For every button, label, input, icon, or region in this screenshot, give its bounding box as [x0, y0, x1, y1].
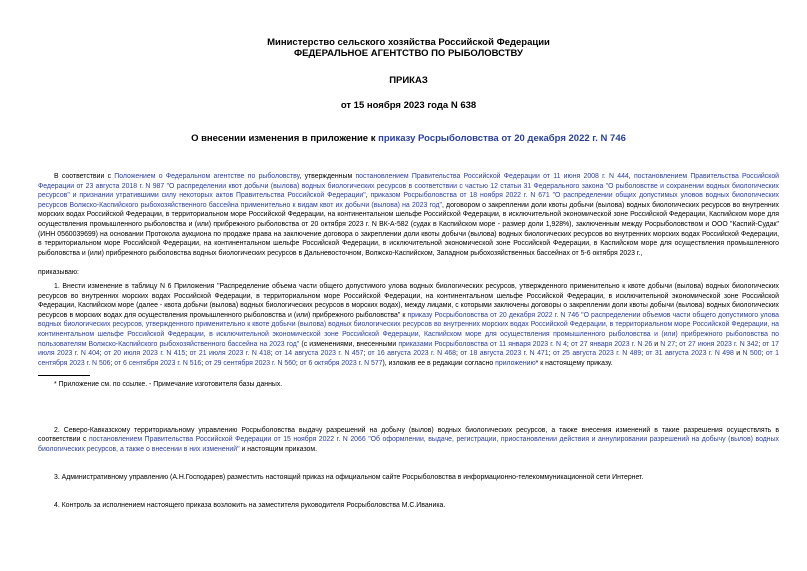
link-order-746[interactable]: приказу Росрыболовства от 20 декабря 2022 г. N 746 "О распределении объемов части общего допустимого улова водных биологических ресурсов, утвержденного применительно к квоте добычи (вылова) водных биологических ресурсов во внутренних морских водах Российской Федерации, в территориальном море Российской Федерации, на континентальном шельфе Российской Федерации, в исключительной экономической зоне Российской Федерации, Каспийском море для осуществления промышленного рыболовства и (или) прибрежного рыболовства по пользователям Волжско-Каспийского рыбохозяйственного бассейна на 2023 год" — [38, 311, 779, 348]
item-text: ; — [548, 350, 553, 358]
agency-name: ФЕДЕРАЛЬНОЕ АГЕНТСТВО ПО РЫБОЛОВСТВУ — [294, 48, 523, 59]
link-resolution-987[interactable]: постановлением Правительства Российской Федерации от 23 августа 2018 г. N 987 "О распределении квот добычи (вылова) водных биологических ресурсов в соответствии с частью 12 статьи 31 Федерального закона "О рыболовстве и сохранении водных биологических ресурсов" и признании утратившими силу некоторых актов Правительства Российской Федерации" — [38, 173, 779, 200]
preamble-text: , утвержденным — [299, 173, 356, 180]
link-amendment[interactable]: от 16 августа 2023 г. N 468 — [367, 350, 456, 358]
document-subject — [38, 133, 779, 144]
link-amendment[interactable]: от 21 июля 2023 г. N 418 — [189, 350, 271, 358]
link-amendment[interactable]: от 17 июля 2023 г. N 404 — [38, 340, 779, 358]
link-amendment[interactable]: от 14 августа 2023 г. N 457 — [275, 350, 364, 358]
link-amendment[interactable]: от 29 сентября 2023 г. N 560 — [205, 359, 296, 367]
item-text: ), изложив ее в редакции согласно — [382, 359, 496, 367]
link-amendment[interactable]: N 500 — [742, 350, 762, 358]
item-text: ; — [185, 350, 190, 358]
preamble-text: , — [365, 192, 371, 200]
decree-word: приказываю: — [38, 269, 79, 277]
link-amendment[interactable]: от 1 сентября 2023 г. N 506 — [38, 350, 779, 367]
link-amendment[interactable]: приказами Росрыболовства от 11 января 2023 г. N 4 — [398, 340, 567, 348]
item-text: и — [733, 350, 743, 358]
link-amendment[interactable]: от 25 августа 2023 г. N 489 — [552, 350, 642, 358]
item-1-paragraph — [38, 282, 779, 368]
item-text: ; — [455, 350, 461, 358]
item-text: ; — [566, 340, 571, 348]
item-text: ; — [758, 340, 763, 348]
item-3-paragraph: 3. Административному управлению (А.Н.Господарев) разместить настоящий приказ на официальном сайте Росрыболовства в информационно-телекоммуникационной сети Интернет. — [54, 473, 644, 481]
item-text: ; — [110, 359, 115, 367]
item-text: ; — [270, 350, 276, 358]
link-regulation[interactable]: Положением о Федеральном агентстве по рыболовству — [114, 173, 300, 180]
document-type: ПРИКАЗ — [389, 75, 428, 86]
item-text: 1. Внести изменение в таблицу N 6 Приложения "Распределение объема части общего допустимого улова водных биологических ресурсов, утвержденного применительно к квоте добычи (вылова) водных биологических ресурсов во внутренних морских водах Российской Федерации, в территориальном море Российской Федерации, на континентальном шельфе Российской Федерации, в исключительной экономической зоне Российской Федерации, Каспийском море (далее - квота добычи (вылова) водных биологических ресурсов в морских водах), между лицами, с которыми заключены договоры о закреплении доли квоты добычи (вылова) водных биологических ресурсов в морских водах для осуществления промышленного рыболовства и (или) прибрежного рыболовства" к — [38, 282, 779, 319]
preamble-text: , — [628, 173, 634, 180]
item-text: ; — [99, 350, 105, 358]
link-amendment[interactable]: от 18 августа 2023 г. N 471 — [460, 350, 549, 358]
item-text: ; — [363, 350, 368, 358]
item-text: (с изменениями, внесенными — [299, 340, 399, 348]
item-text: ; — [761, 350, 766, 358]
link-amendment[interactable]: от 27 июня 2023 г. N 342 — [679, 340, 759, 348]
subject-link[interactable]: приказу Росрыболовства от 20 декабря 2022 г. N 746 — [378, 133, 626, 144]
item-text: и настоящим приказом. — [239, 446, 318, 454]
link-amendment[interactable]: от 31 августа 2023 г. N 498 — [645, 350, 734, 358]
link-amendment[interactable]: от 20 июля 2023 г. N 415 — [104, 350, 186, 358]
item-2-paragraph — [38, 426, 779, 455]
item-text: ; — [201, 359, 206, 367]
item-text: 2. Северо-Кавказскому территориальному управлению Росрыболовства выдачу разрешений на добычу (вылов) водных биологических ресурсов, а также внесения изменений в такие разрешения осуществлять в соответствии с — [38, 426, 779, 444]
link-amendment[interactable]: N 27 — [660, 340, 676, 348]
item-text: ; — [641, 350, 646, 358]
link-order-671[interactable]: приказом Росрыболовства от 18 ноября 2022 г. N 671 "О распределении общих допустимых уловов водных биологических ресурсов Волжско-Каспийского рыбохозяйственного бассейна применительно к видам квот их добычи (вылова) на 2023 год" — [38, 192, 779, 209]
preamble-text: В соответствии с — [54, 173, 115, 180]
item-4-paragraph: 4. Контроль за исполнением настоящего приказа возложить на заместителя руководителя Росрыболовства М.С.Иваника. — [54, 502, 446, 510]
footnote: * Приложение см. по ссылке. - Примечание изготовителя базы данных. — [54, 381, 283, 389]
item-text: * к настоящему приказу. — [535, 359, 613, 367]
ministry-name: Министерство сельского хозяйства Российской Федерации — [267, 37, 550, 48]
footnote-separator — [38, 375, 90, 376]
subject-prefix: О внесении изменения в приложение к — [191, 133, 379, 144]
preamble-paragraph — [38, 172, 779, 258]
document-header — [38, 0, 779, 59]
document-date-number: от 15 ноября 2023 года N 638 — [340, 100, 477, 111]
item-text: ; — [295, 359, 300, 367]
link-amendment[interactable]: от 27 января 2023 г. N 26 — [570, 340, 653, 348]
link-resolution-444[interactable]: постановлением Правительства Российской Федерации от 11 июня 2008 г. N 444 — [355, 173, 629, 180]
link-amendment[interactable]: от 6 октября 2023 г. N 577 — [299, 359, 383, 367]
link-amendment[interactable]: от 6 сентября 2023 г. N 516 — [114, 359, 202, 367]
link-appendix[interactable]: приложению — [495, 359, 536, 367]
item-text: и — [652, 340, 661, 348]
link-resolution-2066[interactable]: постановлением Правительства Российской Федерации от 15 ноября 2022 г. N 2066 "Об оформлении, выдаче, регистрации, приостановлении действия и аннулировании разрешений на добычу (вылов) водных биологических ресурсов, а также о внесении в них изменений" — [38, 436, 779, 454]
preamble-text: , договором о закреплении доли квоты добычи (вылова) водных биологических ресурсов во внутренних морских водах Российской Федерации, в территориальном море Российской Федерации, на континентальном шельфе Российской Федерации, в исключительной экономической зоне Российской Федерации, Каспийском море для осуществления промышленного рыболовства и (или) прибрежного рыболовства от 20 октября 2023 г. N ВК-А-582 (судак в Каспийском море - размер доли 1,928%), заключенным между Росрыболовством и ООО "Каспий-Судак" (ИНН 0560039699) на основании Протокола аукциона по продаже права на заключение договора о закреплении доли квоты добычи (вылова) водных биологических ресурсов во внутренних морских водах Российской Федерации, в территориальном море Российской Федерации, на континентальном шельфе Российской Федерации, в исключительной экономической зоне Российской Федерации, в Каспийском море для осуществления промышленного рыболовства и (или) прибрежного рыболовства водных биологических ресурсов в Дальневосточном, Волжско-Каспийском, Западном рыбохозяйственных бассейнах от 5-6 октября 2023 г., — [38, 201, 779, 257]
item-text: ; — [675, 340, 680, 348]
